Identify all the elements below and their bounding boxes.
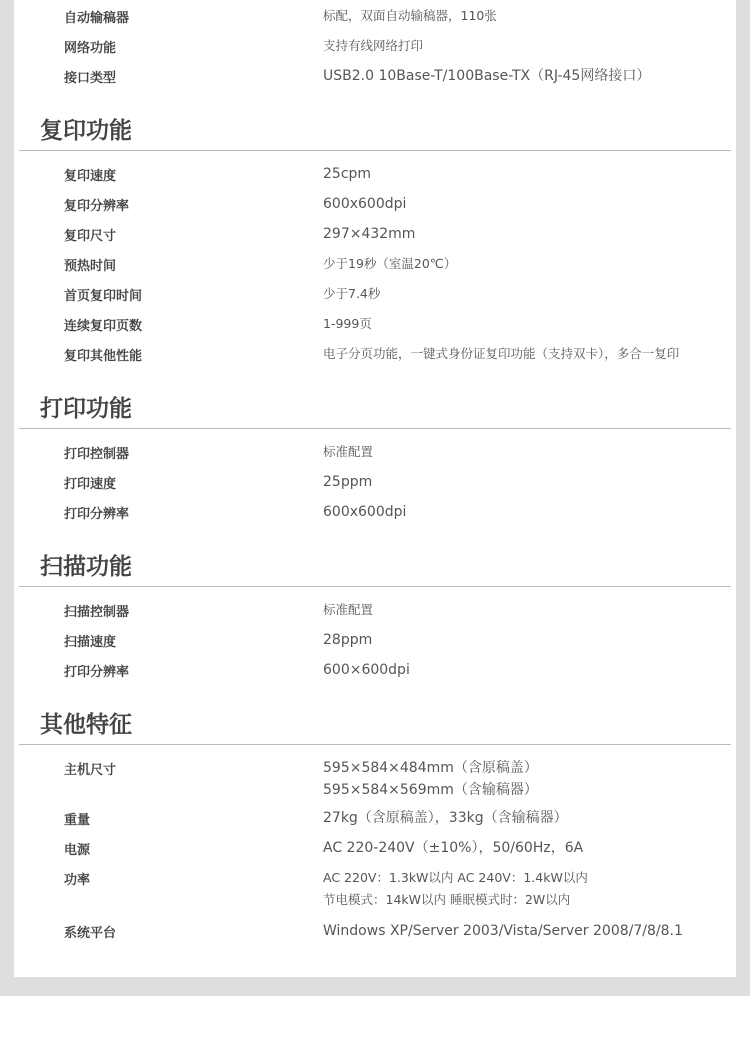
spec-label: 复印速度 [64,169,117,184]
spec-row [14,496,736,526]
spec-row-interface [14,60,736,90]
spec-label: 复印分辨率 [64,199,130,214]
spec-value: 600x600dpi [323,504,407,520]
spec-value-line: 595×584×484mm（含原稿盖） [323,760,538,776]
spec-label: 复印尺寸 [64,229,117,244]
spec-row [14,278,736,308]
spec-value: Windows XP/Server 2003/Vista/Server 2008/7/8/8.1 [323,923,683,939]
spec-label: 打印速度 [64,477,117,492]
spec-label: 连续复印页数 [64,319,143,334]
spec-label: 功率 [64,873,91,888]
section-title-print: 打印功能 [40,396,132,422]
section-divider [19,744,731,745]
spec-row-weight [14,802,736,832]
spec-value: 25cpm [323,166,372,182]
section-title-scan: 扫描功能 [40,554,132,580]
spec-label: 打印分辨率 [64,507,130,522]
spec-row [14,436,736,466]
spec-label: 系统平台 [64,926,117,941]
spec-row [14,188,736,218]
spec-label: 电源 [64,843,91,858]
spec-row [14,466,736,496]
spec-value: 28ppm [323,632,373,648]
spec-value: 600x600dpi [323,196,407,212]
spec-value [323,757,538,801]
spec-value: 标配，双面自动输稿器，110张 [323,8,497,23]
spec-row-power-supply [14,832,736,862]
section-divider [19,150,731,151]
section-title-other: 其他特征 [40,712,132,738]
spec-value: 少于19秒（室温20℃） [323,256,457,271]
spec-value: AC 220-240V（±10%），50/60Hz，6A [323,840,584,856]
spec-row [14,594,736,624]
section-divider [19,586,731,587]
spec-value: 少于7.4秒 [323,286,381,301]
spec-panel [14,0,736,977]
spec-row-power-consumption [14,862,736,912]
spec-label: 打印控制器 [64,447,130,462]
spec-value: 标准配置 [323,602,374,617]
spec-label: 扫描速度 [64,635,117,650]
spec-label: 自动输稿器 [64,11,130,26]
spec-label: 预热时间 [64,259,117,274]
spec-row [14,624,736,654]
spec-label: 接口类型 [64,71,117,86]
spec-value: 297×432mm [323,226,416,242]
spec-row-os [14,915,736,945]
spec-value: 600×600dpi [323,662,410,678]
spec-label: 复印其他性能 [64,349,143,364]
spec-label: 网络功能 [64,41,117,56]
spec-value-line: AC 220V：1.3kW以内 AC 240V：1.4kW以内 [323,870,588,885]
spec-row [14,654,736,684]
spec-label: 重量 [64,813,91,828]
spec-value: 标准配置 [323,444,374,459]
spec-label: 扫描控制器 [64,605,130,620]
spec-label: 首页复印时间 [64,289,143,304]
spec-value: 1-999页 [323,316,372,331]
spec-row-dimensions [14,752,736,802]
spec-row [14,338,736,368]
spec-value-line: 595×584×569mm（含输稿器） [323,782,538,798]
spec-row [14,158,736,188]
spec-value: USB2.0 10Base-T/100Base-TX（RJ-45网络接口） [323,68,651,84]
spec-row [14,248,736,278]
section-title-copy: 复印功能 [40,118,132,144]
spec-value: 27kg（含原稿盖），33kg（含输稿器） [323,810,568,826]
spec-label: 打印分辨率 [64,665,130,680]
spec-row-network [14,30,736,60]
spec-row [14,308,736,338]
spec-value: 电子分页功能，一键式身份证复印功能（支持双卡），多合一复印 [323,346,680,361]
spec-label: 主机尺寸 [64,763,117,778]
spec-value [323,867,588,911]
spec-row-auto-feeder [14,0,736,30]
spec-value-line: 节电模式：14kW以内 睡眠模式时：2W以内 [323,892,571,907]
spec-row [14,218,736,248]
spec-value: 25ppm [323,474,373,490]
spec-value: 支持有线网络打印 [323,38,424,53]
section-divider [19,428,731,429]
